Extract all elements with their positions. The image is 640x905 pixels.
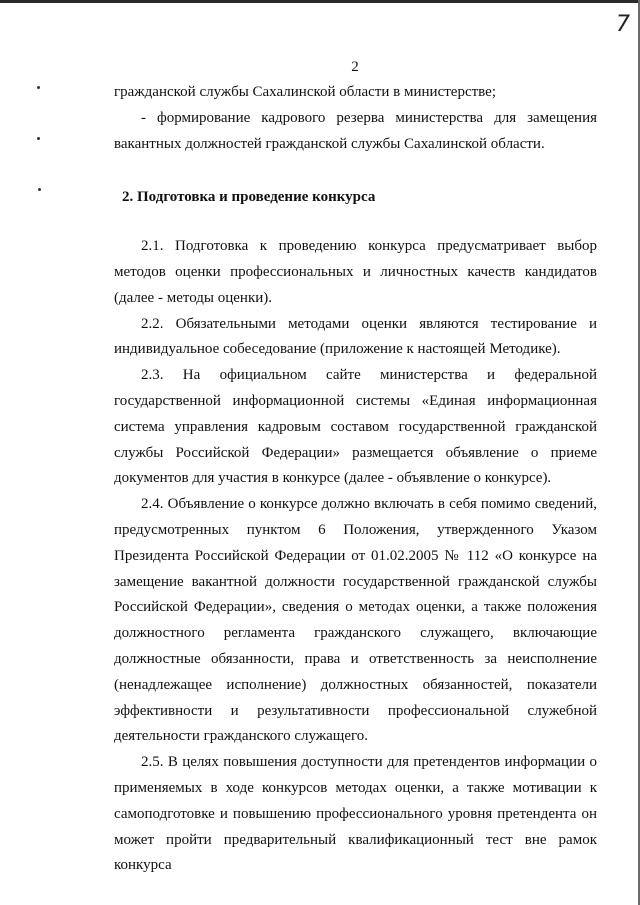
paragraph-2-2: 2.2. Обязательными методами оценки являются тестирование и индивидуальное собеседование (приложение к настоящей Методике). <box>114 315 597 358</box>
scan-speck <box>37 137 40 140</box>
document-body <box>114 80 597 879</box>
handwritten-page-mark: 7 <box>616 12 630 37</box>
paragraph-continuation: гражданской службы Сахалинской области в министерстве; <box>114 84 496 100</box>
scan-top-edge <box>0 0 640 3</box>
paragraph-2-5: 2.5. В целях повышения доступности для претендентов информации о применяемых в ходе конкурсов методах оценки, а также мотивации к самоподготовке и повышению профессионального уровня претендента он может пройти предварительный квалификационный тест вне рамок конкурса <box>114 754 597 874</box>
paragraph-2-3: 2.3. На официальном сайте министерства и федеральной государственной информационной системы «Единая информационная система управления кадровым составом государственной гражданской службы Российской Федерации» размещается объявление о приеме документов для участия в конкурсе (далее - объявление о конкурсе). <box>114 367 597 487</box>
scan-speck <box>38 188 41 191</box>
paragraph-2-1: 2.1. Подготовка к проведению конкурса предусматривает выбор методов оценки профессиональных и личностных качеств кандидатов (далее - методы оценки). <box>114 238 597 306</box>
paragraph-2-4: 2.4. Объявление о конкурсе должно включать в себя помимо сведений, предусмотренных пунктом 6 Положения, утвержденного Указом Президента Российской Федерации от 01.02.2005 № 112 «О конкурсе на замещение вакантной должности государственной гражданской службы Российской Федерации», сведения о методах оценки, а также положения должностного регламента гражданского служащего, включающие должностные обязанности, права и ответственность за неисполнение (ненадлежащее исполнение) должностных обязанностей, показатели эффективности и результативности профессиональной служебной деятельности гражданского служащего. <box>114 496 597 745</box>
page-number: 2 <box>351 59 359 75</box>
bullet-reserve: - формирование кадрового резерва министерства для замещения вакантных должностей гражданской службы Сахалинской области. <box>114 109 597 152</box>
scan-speck <box>37 86 40 89</box>
section-heading: 2. Подготовка и проведение конкурса <box>122 189 376 206</box>
